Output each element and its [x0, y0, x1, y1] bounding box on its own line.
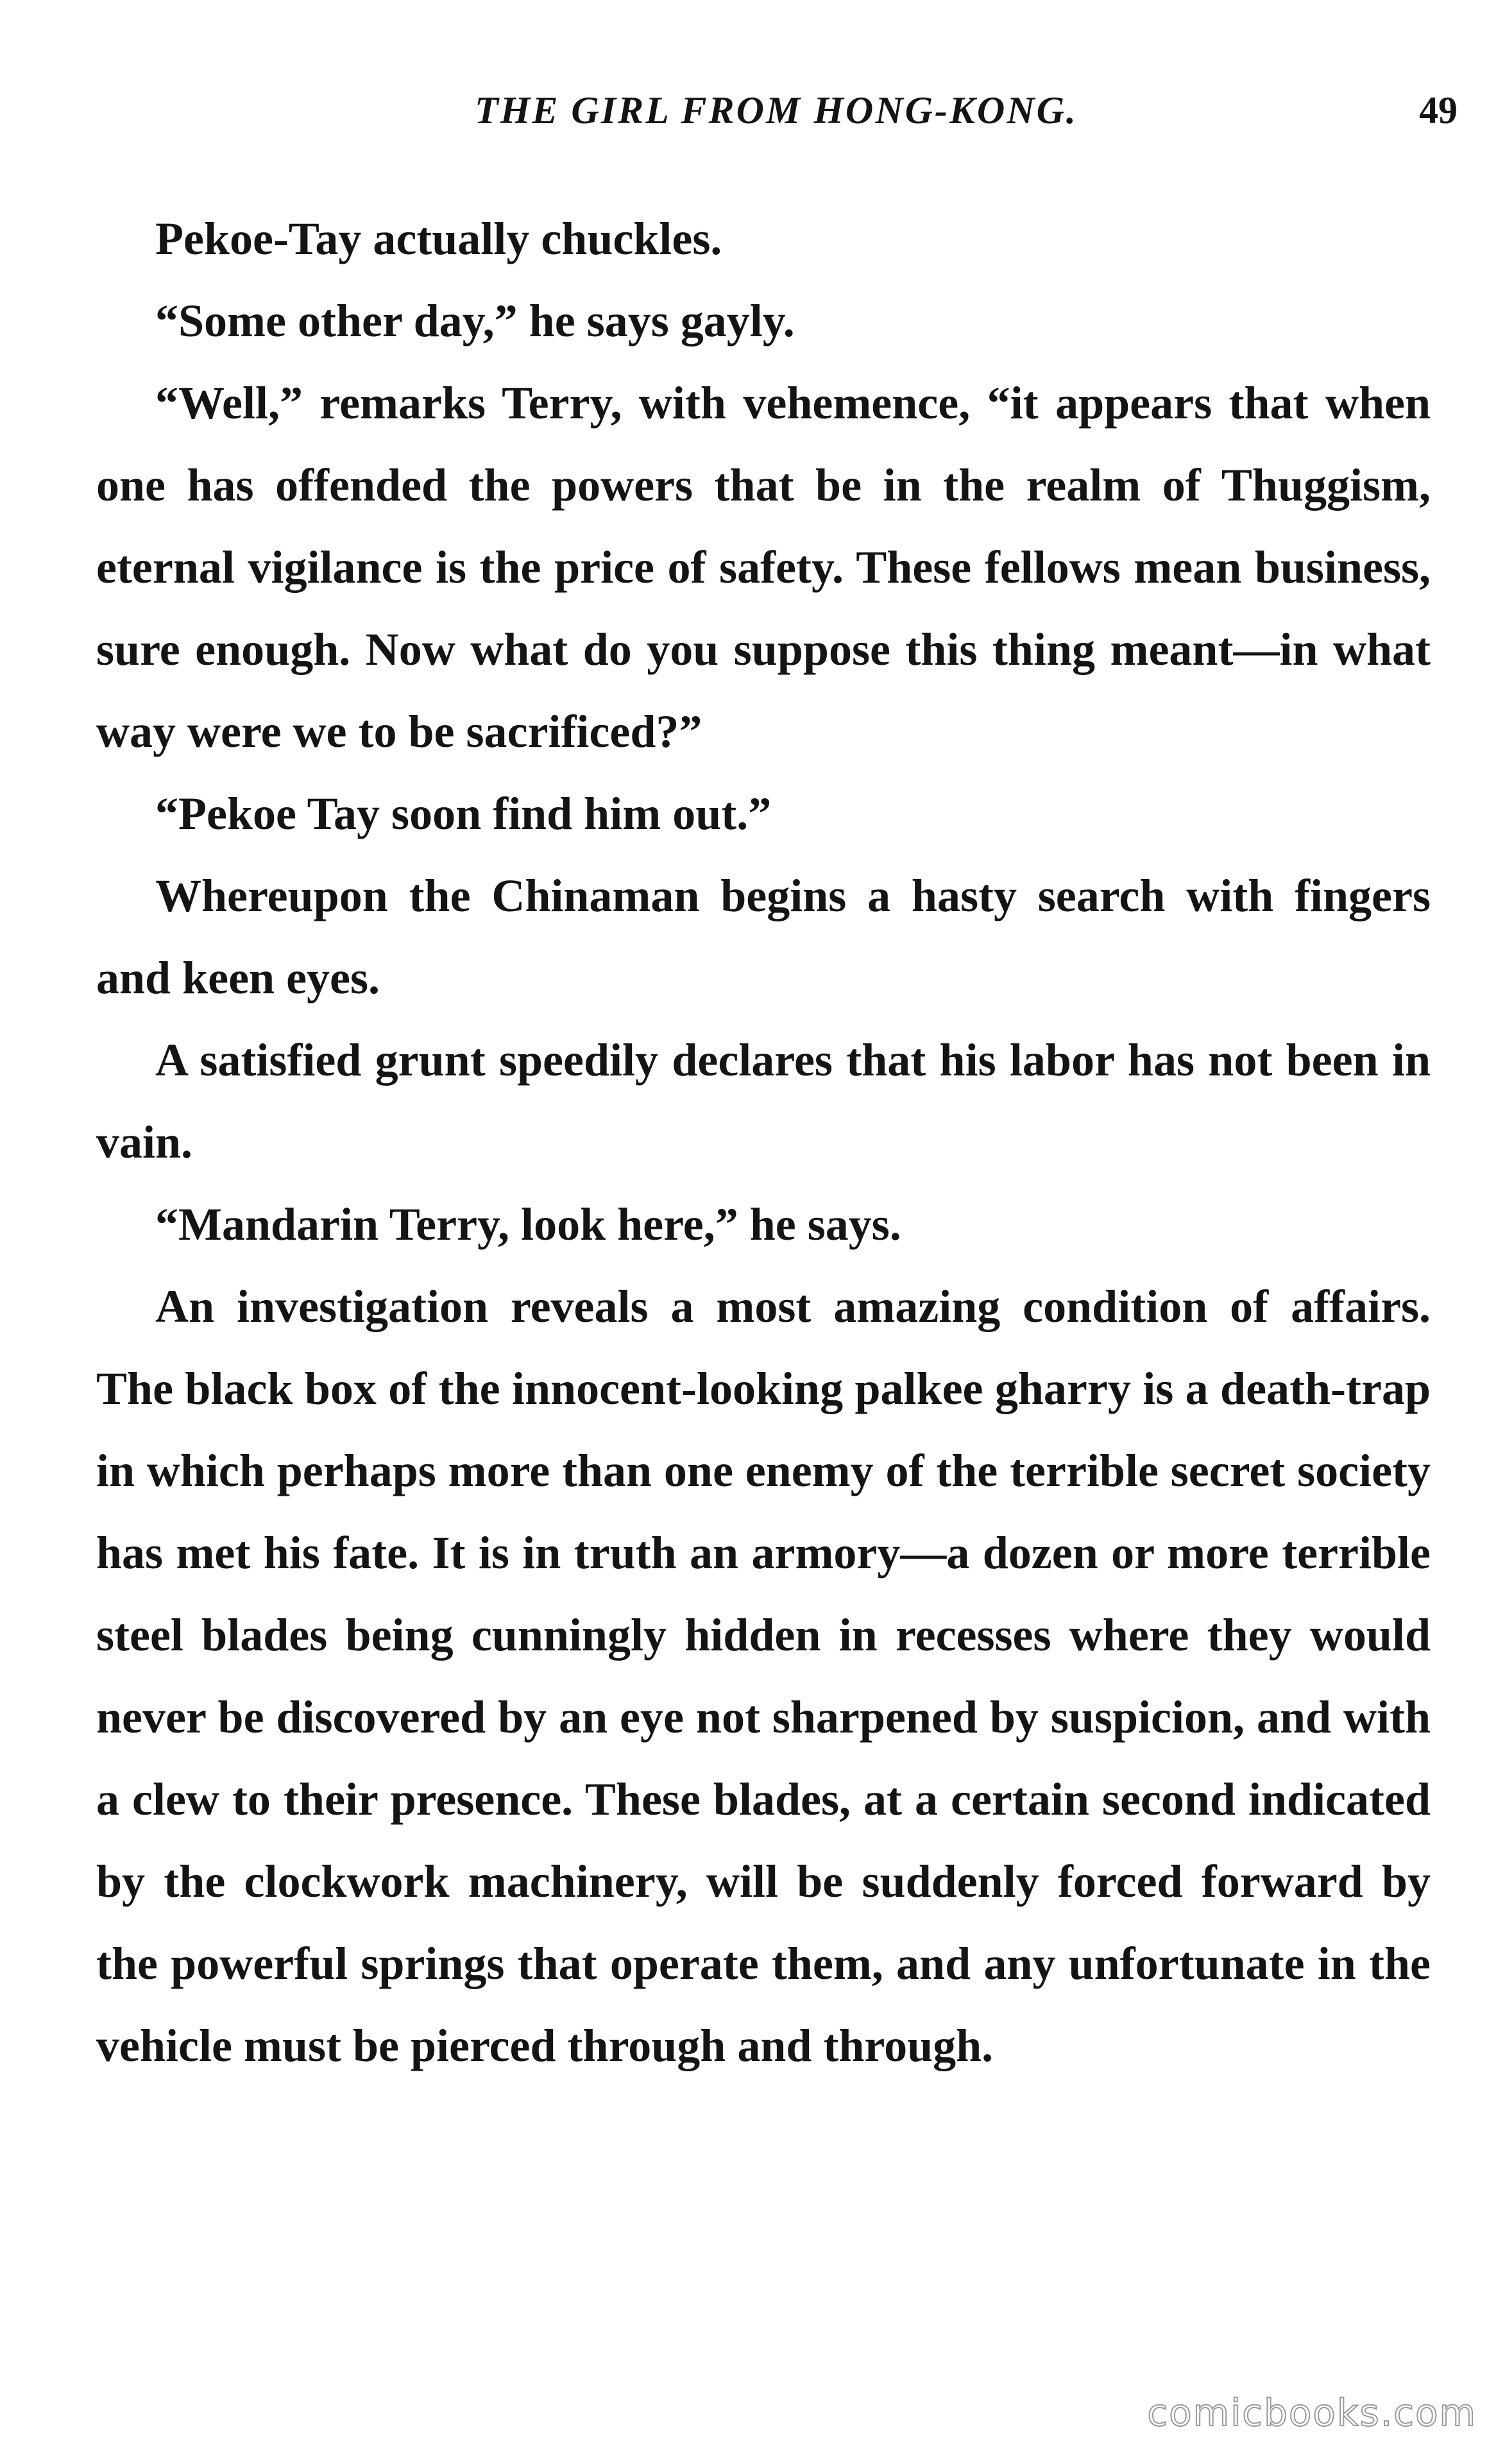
paragraph: “Mandarin Terry, look here,” he says.	[155, 1199, 901, 1250]
page-number: 49	[1419, 89, 1458, 132]
watermark: comicbooks.com	[1147, 2391, 1477, 2434]
running-head-title: THE GIRL FROM HONG-KONG.	[475, 89, 1078, 132]
paragraph: “Some other day,” he says gayly.	[155, 295, 795, 346]
paragraph: An investigation reveals a most amazing condition of affairs. The black box of the innocent-looking palkee gharry is a death-trap in which perhaps more than one enemy of the terrible secret society has met his fate. It is in truth an armory—a dozen or more terrible steel blades being cunningly hidden in recesses where they would never be discovered by an eye not sharpened by suspicion, and with a clew to their presence. These blades, at a certain second indicated by the clockwork machinery, will be suddenly forced forward by the powerful springs that operate them, and any unfortunate in the vehicle must be pierced through and through.	[96, 1281, 1431, 2071]
paragraph: “Well,” remarks Terry, with vehemence, “it appears that when one has offended the powers that be in the realm of Thuggism, eternal vigilance is the price of safety. These fellows mean business, sure enough. Now what do you suppose this thing meant—in what way were we to be sacrificed?”	[96, 377, 1431, 757]
paragraph: “Pekoe Tay soon find him out.”	[155, 788, 772, 839]
paragraph: Whereupon the Chinaman begins a hasty search with fingers and keen eyes.	[96, 870, 1431, 1004]
body-text	[96, 198, 1431, 2087]
paragraph: Pekoe-Tay actually chuckles.	[155, 213, 722, 264]
paragraph: A satisfied grunt speedily declares that his labor has not been in vain.	[96, 1034, 1431, 1168]
